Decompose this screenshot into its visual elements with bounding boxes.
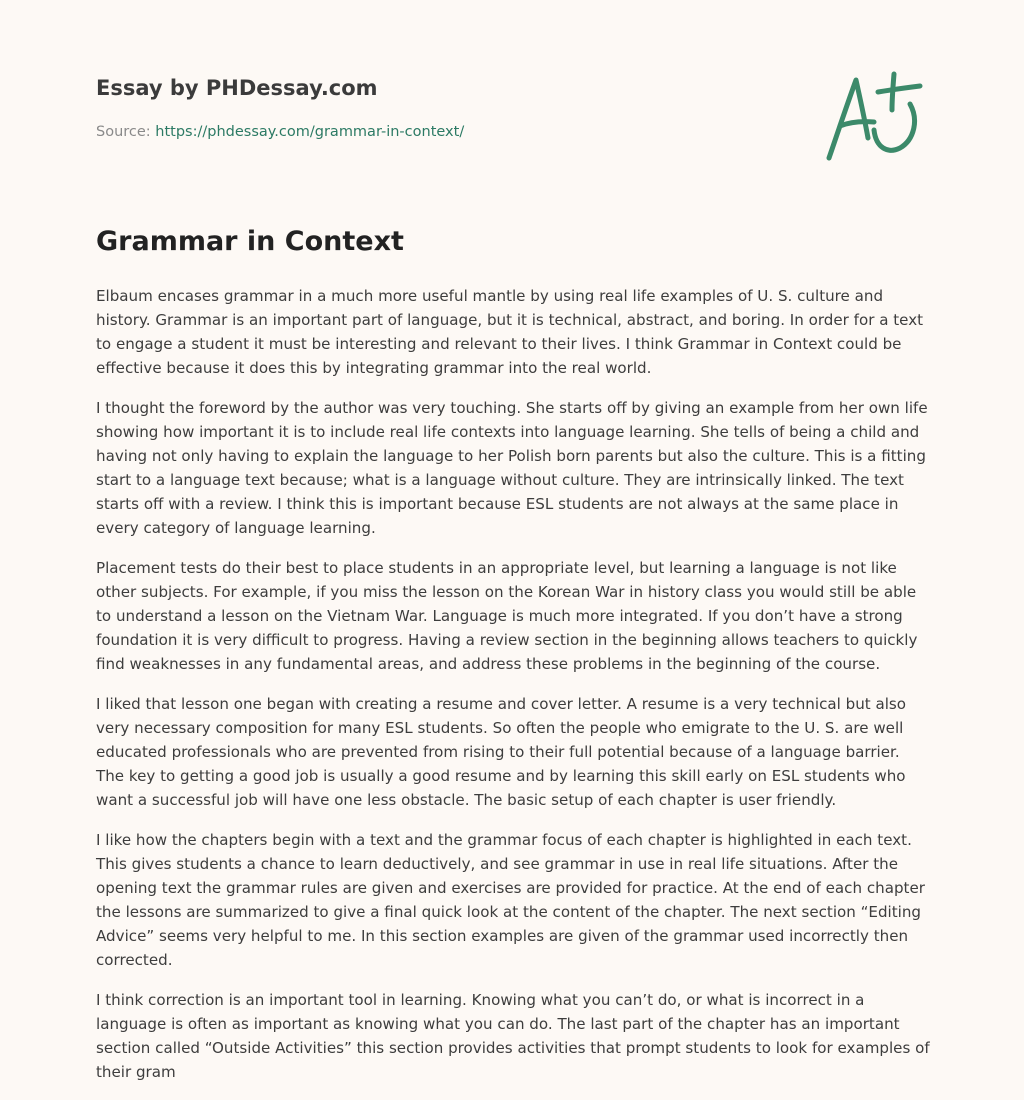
- essay-paragraph: I like how the chapters begin with a text and the grammar focus of each chapter is highlighted in each text. This gives students a chance to learn deductively, and see grammar in use in real life situations. After the opening text the grammar rules are given and exercises are provided for practice. At the end of each chapter the lessons are summarized to give a final quick look at the content of the chapter. The next section “Editing Advice” seems very helpful to me. In this section examples are given of the grammar used incorrectly then corrected.: [96, 831, 925, 969]
- essay-paragraph: Placement tests do their best to place students in an appropriate level, but learning a language is not like other subjects. For example, if you miss the lesson on the Korean War in history class you would still be able to understand a lesson on the Vietnam War. Language is much more integrated. If you don’t have a strong foundation it is very difficult to progress. Having a review section in the beginning allows teachers to quickly find weaknesses in any fundamental areas, and address these problems in the beginning of the course.: [96, 559, 918, 673]
- source-line: [96, 124, 464, 140]
- essay-body: [96, 284, 930, 1100]
- source-label: Source:: [96, 124, 156, 140]
- essay-paragraph: I thought the foreword by the author was very touching. She starts off by giving an example from her own life showing how important it is to include real life contexts into language learning. She tells of being a child and having not only having to explain the language to her Polish born parents but also the culture. This is a fitting start to a language text because; what is a language without culture. They are intrinsically linked. The text starts off with a review. I think this is important because ESL students are not always at the same place in every category of language learning.: [96, 399, 928, 537]
- essay-paragraph: I think correction is an important tool in learning. Knowing what you can’t do, or what is incorrect in a language is often as important as knowing what you can do. The last part of the chapter has an important section called “Outside Activities” this section provides activities that prompt students to look for examples of their gram: [96, 991, 930, 1081]
- essay-paragraph: Elbaum encases grammar in a much more useful mantle by using real life examples of U. S. culture and history. Grammar is an important part of language, but it is technical, abstract, and boring. In order for a text to engage a student it must be interesting and relevant to their lives. I think Grammar in Context could be effective because it does this by integrating grammar into the real world.: [96, 287, 924, 377]
- essay-title: Grammar in Context: [96, 226, 404, 257]
- essay-paragraph: I liked that lesson one began with creating a resume and cover letter. A resume is a very technical but also very necessary composition for many ESL students. So often the people who emigrate to the U. S. are well educated professionals who are prevented from rising to their full potential because of a language barrier. The key to getting a good job is usually a good resume and by learning this skill early on ESL students who want a successful job will have one less obstacle. The basic setup of each chapter is user friendly.: [96, 695, 907, 809]
- source-link[interactable]: https://phdessay.com/grammar-in-context/: [155, 124, 465, 140]
- a-plus-grade-icon: [822, 68, 926, 164]
- site-title: Essay by PHDessay.com: [96, 76, 378, 100]
